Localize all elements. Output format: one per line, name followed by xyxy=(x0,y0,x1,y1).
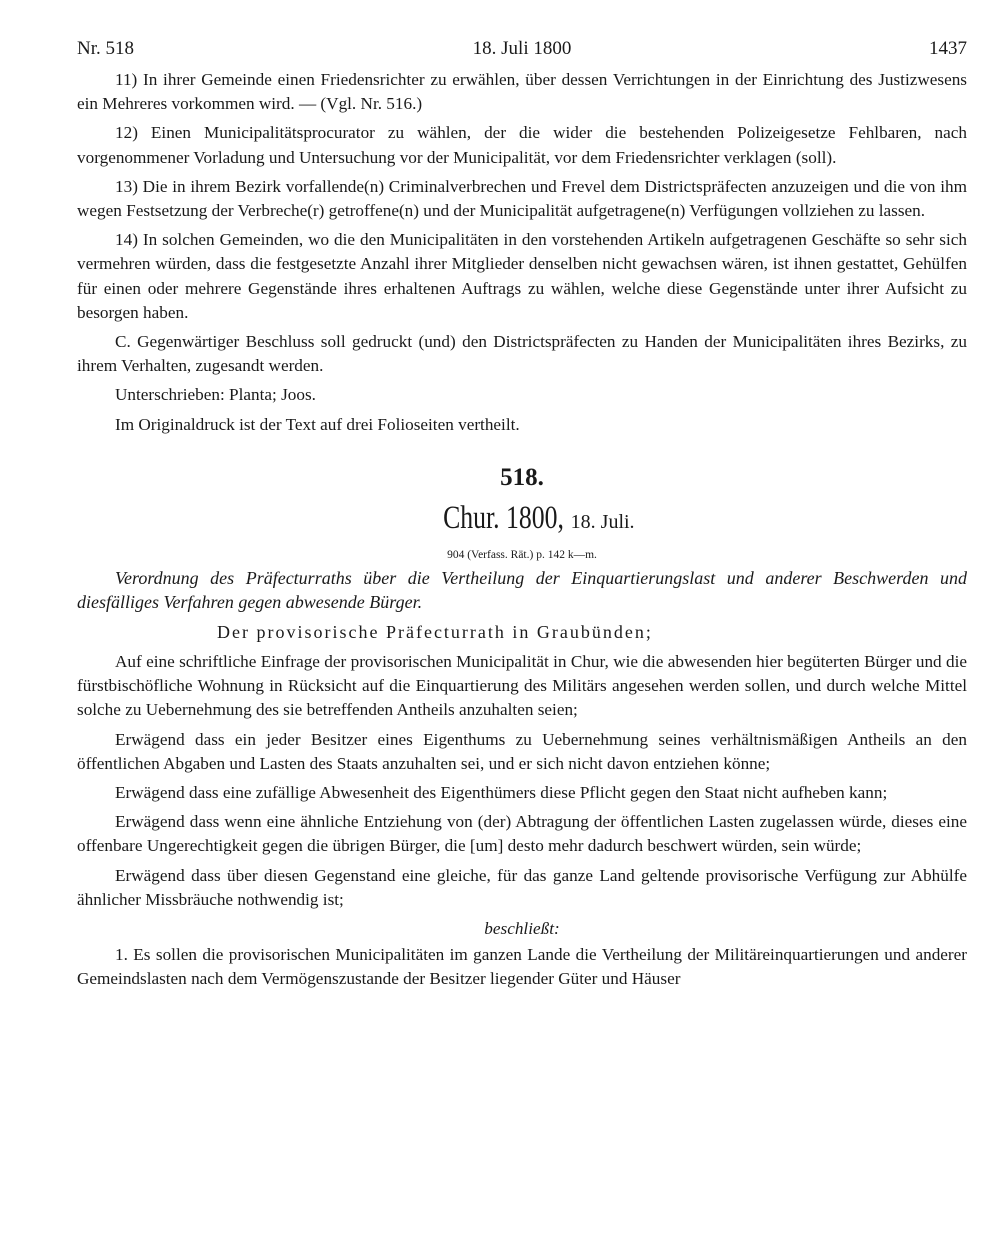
paragraph-11: 11) In ihrer Gemeinde einen Friedensrichter zu erwählen, über dessen Verrichtungen in der Einrichtung des Justizwesens ein Mehreres vorkommen wird. — (Vgl. Nr. 516.) xyxy=(77,70,967,114)
paragraph-article-1: 1. Es sollen die provisorischen Municipalitäten im ganzen Lande die Vertheilung der Militäreinquartierungen und anderer Gemeindslasten nach dem Vermögenszustande der Besitzer liegender Güter und Häuser xyxy=(77,945,967,989)
issuing-authority: Der provisorische Präfecturrath in Graubünden; xyxy=(217,621,653,642)
document-title: Verordnung des Präfecturraths über die Vertheilung der Einquartierungslast und anderer Beschwerden und diesfälliges Verfahren gegen abwesende Bürger. xyxy=(77,567,967,612)
paragraph-14: 14) In solchen Gemeinden, wo die den Municipalitäten in den vorstehenden Artikeln aufgetragenen Geschäfte so sehr sich vermehren würden, dass die festgesetzte Anzahl ihrer Mitglieder denselben nicht gewachsen wären, ist ihnen gestattet, Gehülfen für einen oder mehrere Gegenstände ihres erhaltenen Auftrags zu wählen, welche diese Gegenstände unter ihrer Aufsicht zu besorgen haben. xyxy=(77,230,967,322)
paragraph-whereas-2: Erwägend dass eine zufällige Abwesenheit des Eigenthümers diese Pflicht gegen den Staat nicht aufheben kann; xyxy=(115,783,888,803)
decides-heading: beschließt: xyxy=(484,919,560,939)
header-date: 18. Juli 1800 xyxy=(472,38,572,59)
paragraph-whereas-3: Erwägend dass wenn eine ähnliche Entziehung von (der) Abtragung der öffentlichen Lasten zugelassen würde, dieses eine offenbare Ungerechtigkeit gegen die übrigen Bürger, die [um] desto mehr dadurch beschwert würden, sein würde; xyxy=(77,812,967,856)
paragraph-whereas-4: Erwägend dass über diesen Gegenstand eine gleiche, für das ganze Land geltende provisorische Verfügung zur Abhülfe ähnlicher Missbräuche nothwendig ist; xyxy=(77,865,967,909)
paragraph-13: 13) Die in ihrem Bezirk vorfallende(n) Criminalverbrechen und Frevel dem Districtspräfecten anzuzeigen und die von ihm wegen Festsetzung der Verbreche(r) getroffene(n) und der Municipalität aufgetragene(n) Verfügungen vollziehen zu lassen. xyxy=(77,176,967,221)
source-reference: 904 (Verfass. Rät.) p. 142 k—m. xyxy=(447,548,597,561)
original-print-note: Im Originaldruck ist der Text auf drei Folioseiten vertheilt. xyxy=(115,414,520,434)
place-date-line xyxy=(77,499,967,542)
paragraph-12: 12) Einen Municipalitätsprocurator zu wählen, der die wider die bestehenden Polizeigesetze Fehlbaren, nach vorgenommener Vorladung und Untersuchung vor der Municipalität, vor dem Friedensrichter verklagen (soll). xyxy=(77,123,967,167)
page-body xyxy=(77,68,967,992)
header-page-number: 1437 xyxy=(929,38,967,59)
place-year: Chur. 1800, xyxy=(443,499,565,536)
signature-line: Unterschrieben: Planta; Joos. xyxy=(115,385,316,405)
header-doc-number: Nr. 518 xyxy=(77,38,134,59)
paragraph-whereas-1: Erwägend dass ein jeder Besitzer eines Eigenthums zu Uebernehmung seines verhältnismäßigen Antheils an den öffentlichen Abgaben und Lasten des Staats anzuhalten sei, und er sich nicht davon entziehen könne; xyxy=(77,729,967,773)
page-header xyxy=(77,38,967,68)
paragraph-inquiry: Auf eine schriftliche Einfrage der provisorischen Municipalität in Chur, wie die abwesenden hier begüterten Bürger und die fürstbischöfliche Wohnung in Rücksicht auf die Einquartierung des Militärs angesehen werden sollen, und durch welche Mittel solche zu Uebernehmung des sie betreffenden Antheils anzuhalten seien; xyxy=(77,652,967,720)
paragraph-c: C. Gegenwärtiger Beschluss soll gedruckt (und) den Districtspräfecten zu Handen der Municipalitäten ihres Bezirks, zu ihrem Verhalten, zugesandt werden. xyxy=(77,332,967,376)
document-date: 18. Juli. xyxy=(570,510,635,533)
document-number: 518. xyxy=(500,463,544,491)
